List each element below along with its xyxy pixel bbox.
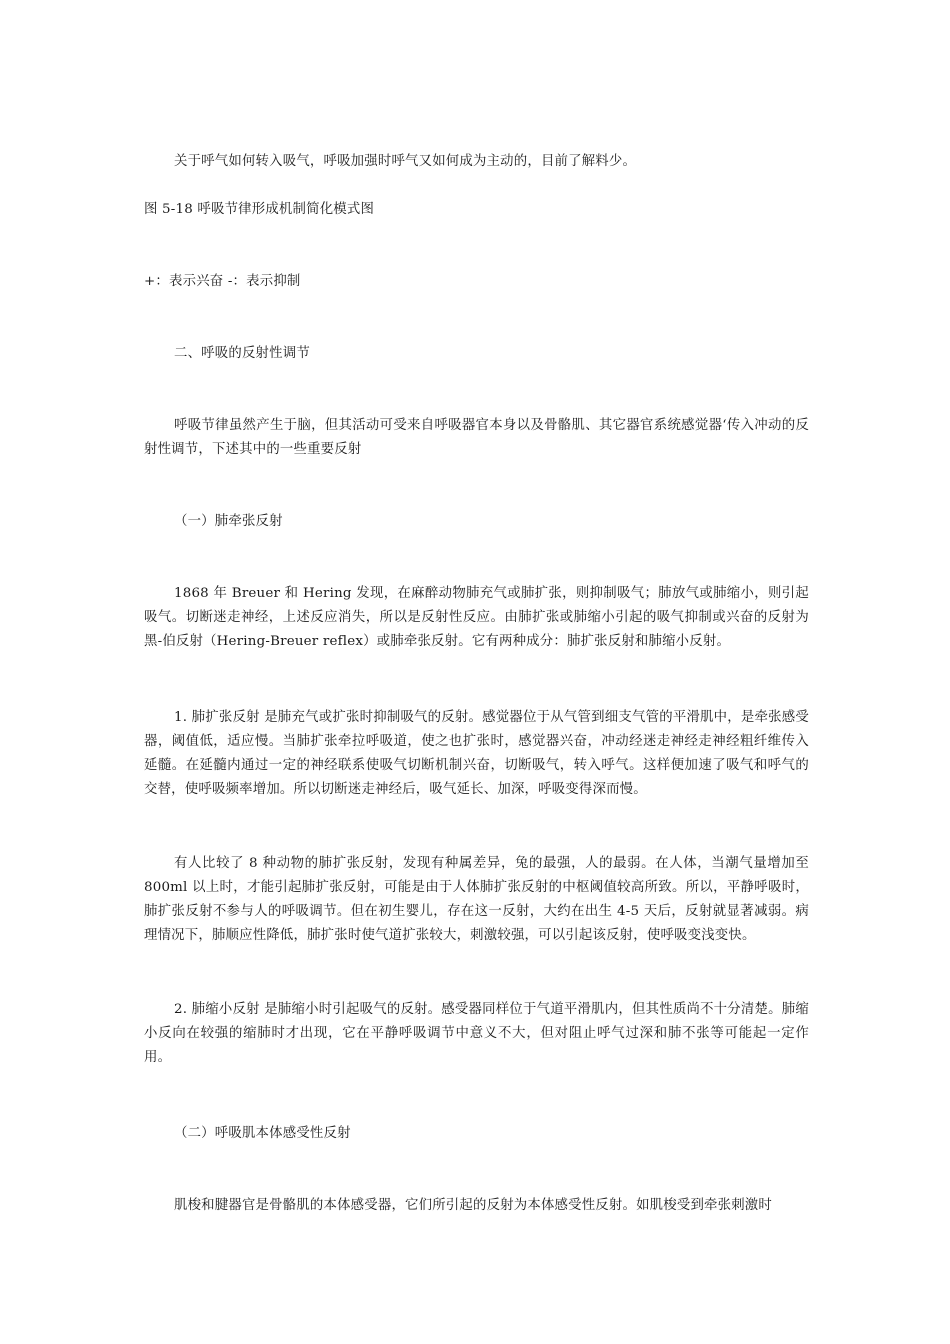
paragraph-reflex-regulation: 呼吸节律虽然产生于脑，但其活动可受来自呼吸器官本身以及骨骼肌、其它器官系统感觉器‘传入冲动的反射性调节，下述其中的一些重要反射: [144, 418, 809, 457]
subheading-lung-stretch-reflex: （一）肺牵张反射: [174, 514, 283, 529]
paragraph-lung-deflation-reflex: 2. 肺缩小反射 是肺缩小时引起吸气的反射。感受器同样位于气道平滑肌内，但其性质尚不十分清楚。肺缩小反向在较强的缩肺时才出现，它在平静呼吸调节中意义不大，但对阻止呼气过深和肺不张等可能起一定作用。: [144, 1002, 809, 1065]
paragraph-hering-breuer: 1868 年 Breuer 和 Hering 发现，在麻醉动物肺充气或肺扩张，则抑制吸气；肺放气或肺缩小，则引起吸气。切断迷走神经，上述反应消失，所以是反射性反应。由肺扩张或肺缩小引起的吸气抑制或兴奋的反射为黑-伯反射（Hering-Breuer reflex）或肺牵张反射。它有两种成分：肺扩张反射和肺缩小反射。: [144, 586, 809, 649]
figure-legend: +：表示兴奋 -：表示抑制: [144, 274, 301, 289]
subheading-proprioceptive-reflex: （二）呼吸肌本体感受性反射: [174, 1126, 351, 1141]
paragraph-expiration-to-inspiration: 关于呼气如何转入吸气，呼吸加强时呼气又如何成为主动的，目前了解料少。: [174, 154, 637, 169]
paragraph-muscle-spindle: 肌梭和腱器官是骨骼肌的本体感受器，它们所引起的反射为本体感受性反射。如肌梭受到牵张刺激时: [174, 1198, 772, 1213]
paragraph-species-differences: 有人比较了 8 种动物的肺扩张反射，发现有种属差异，兔的最强，人的最弱。在人体，当潮气量增加至 800ml 以上时，才能引起肺扩张反射，可能是由于人体肺扩张反射的中枢阈值较高所致。所以，平静呼吸时，肺扩张反射不参与人的呼吸调节。但在初生婴儿，存在这一反射，大约在出生 4-5 天后，反射就显著减弱。病理情况下，肺顺应性降低，肺扩张时使气道扩张较大，刺激较强，可以引起该反射，使呼吸变浅变快。: [144, 856, 809, 943]
figure-caption: 图 5-18 呼吸节律形成机制简化模式图: [144, 202, 375, 217]
section-heading: 二、呼吸的反射性调节: [174, 346, 310, 361]
paragraph-lung-inflation-reflex: 1. 肺扩张反射 是肺充气或扩张时抑制吸气的反射。感觉器位于从气管到细支气管的平滑肌中，是牵张感受器，阈值低，适应慢。当肺扩张牵拉呼吸道，使之也扩张时，感觉器兴奋，冲动经迷走神经走神经粗纤维传入延髓。在延髓内通过一定的神经联系使吸气切断机制兴奋，切断吸气，转入呼气。这样便加速了吸气和呼气的交替，使呼吸频率增加。所以切断迷走神经后，吸气延长、加深，呼吸变得深而慢。: [144, 710, 809, 797]
